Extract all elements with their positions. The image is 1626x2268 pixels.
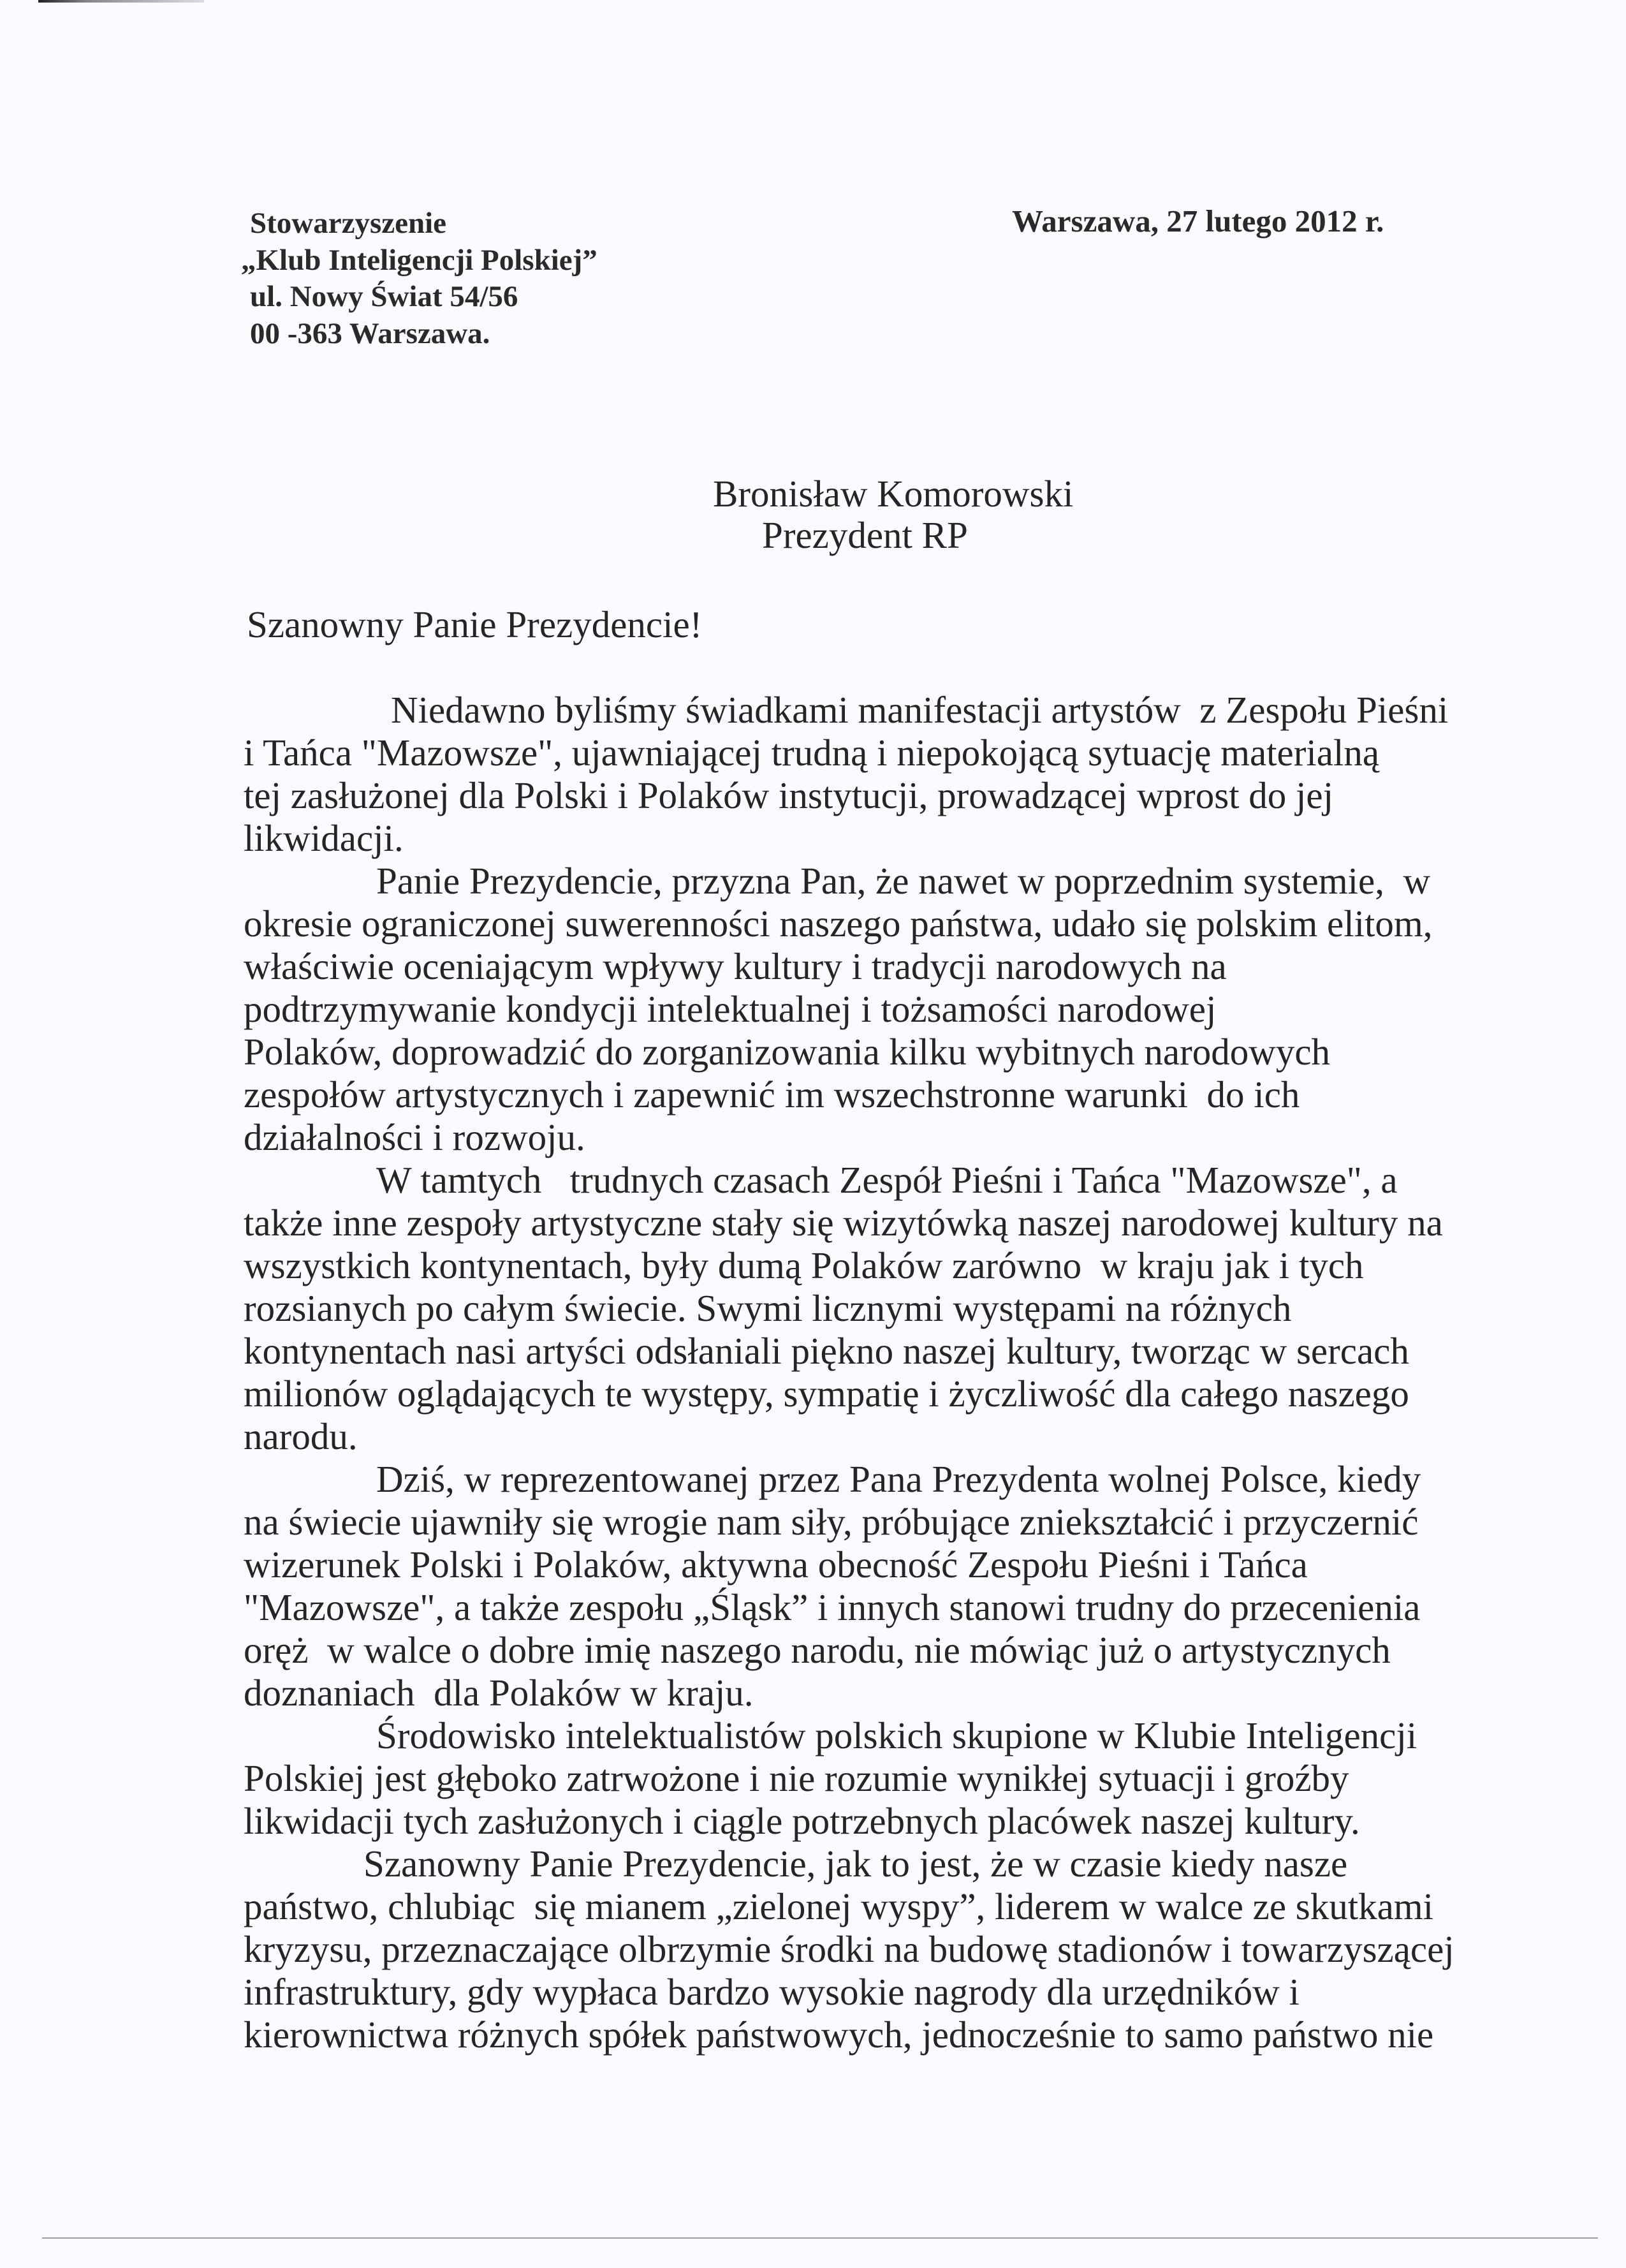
sender-address-block [241, 205, 597, 352]
paragraph-line: wszystkich kontynentach, były dumą Polaków zarówno w kraju jak i tych [244, 1244, 1364, 1286]
paragraph-1 [244, 689, 1481, 860]
paragraph-line: Polaków, doprowadzić do zorganizowania kilku wybitnych narodowych [244, 1031, 1331, 1073]
paragraph-line: likwidacji tych zasłużonych i ciągle potrzebnych placówek naszej kultury. [244, 1800, 1360, 1842]
paragraph-line: kryzysu, przeznaczające olbrzymie środki na budowę stadionów i towarzyszącej [244, 1928, 1454, 1970]
paragraph-line: oręż w walce o dobre imię naszego narodu, nie mówiąc już o artystycznych [244, 1629, 1391, 1671]
recipient-block [713, 473, 1073, 556]
paragraph-line: wizerunek Polski i Polaków, aktywna obecność Zespołu Pieśni i Tańca [244, 1543, 1308, 1586]
paragraph-line: właściwie oceniającym wpływy kultury i tradycji narodowych na [244, 945, 1227, 987]
paragraph-line: na świecie ujawniły się wrogie nam siły, próbujące zniekształcić i przyczernić [244, 1501, 1419, 1543]
paragraph-line: Niedawno byliśmy świadkami manifestacji artystów z Zespołu Pieśni [391, 689, 1449, 731]
paragraph-line: Dziś, w reprezentowanej przez Pana Prezydenta wolnej Polsce, kiedy [376, 1458, 1421, 1500]
letter-date: Warszawa, 27 lutego 2012 r. [1012, 203, 1384, 239]
paragraph-line: Szanowny Panie Prezydencie, jak to jest, że w czasie kiedy nasze [363, 1843, 1348, 1885]
paragraph-line: podtrzymywanie kondycji intelektualnej i tożsamości narodowej [244, 988, 1217, 1030]
paragraph-2 [244, 860, 1481, 1159]
paragraph-line: milionów oglądających te występy, sympatię i życzliwość dla całego naszego [244, 1373, 1409, 1415]
paragraph-line: infrastruktury, gdy wypłaca bardzo wysokie nagrody dla urzędników i [244, 1971, 1300, 2013]
paragraph-line: doznaniach dla Polaków w kraju. [244, 1672, 754, 1714]
recipient-title: Prezydent RP [762, 514, 968, 556]
paragraph-line: państwo, chlubiąc się mianem „zielonej wyspy”, liderem w walce ze skutkami [244, 1885, 1434, 1927]
paragraph-4 [244, 1458, 1481, 1714]
recipient-name: Bronisław Komorowski [713, 473, 1074, 515]
scan-edge-top [38, 0, 204, 3]
paragraph-line: rozsianych po całym świecie. Swymi licznymi występami na różnych [244, 1287, 1292, 1329]
sender-postal-city: 00 -363 Warszawa. [250, 316, 490, 350]
paragraph-line: także inne zespoły artystyczne stały się wizytówką naszej narodowej kultury na [244, 1202, 1443, 1244]
paragraph-line: kierownictwa różnych spółek państwowych, jednocześnie to samo państwo nie [244, 2014, 1434, 2056]
salutation: Szanowny Panie Prezydencie! [247, 603, 703, 645]
paragraph-line: likwidacji. [244, 817, 404, 859]
paragraph-line: Panie Prezydencie, przyzna Pan, że nawet w poprzednim systemie, w [376, 860, 1431, 902]
paragraph-line: narodu. [244, 1415, 358, 1457]
paragraph-line: "Mazowsze", a także zespołu „Śląsk” i innych stanowi trudny do przecenienia [244, 1586, 1421, 1628]
paragraph-6 [244, 1843, 1481, 2056]
sender-street: ul. Nowy Świat 54/56 [250, 280, 518, 313]
paragraph-line: Środowisko intelektualistów polskich skupione w Klubie Inteligencji [376, 1714, 1417, 1756]
scan-edge-bottom [42, 2237, 1598, 2239]
paragraph-line: kontynentach nasi artyści odsłaniali piękno naszej kultury, tworząc w sercach [244, 1330, 1409, 1372]
paragraph-line: W tamtych trudnych czasach Zespół Pieśni i Tańca "Mazowsze", a [376, 1159, 1398, 1201]
paragraph-3 [244, 1159, 1481, 1458]
sender-org-name: „Klub Inteligencji Polskiej” [241, 243, 597, 277]
paragraph-line: i Tańca "Mazowsze", ujawniającej trudną i niepokojącą sytuację materialną [244, 732, 1380, 774]
paragraph-line: tej zasłużonej dla Polski i Polaków instytucji, prowadzącej wprost do jej [244, 774, 1334, 816]
sender-org-type: Stowarzyszenie [250, 207, 447, 240]
letter-body [244, 689, 1481, 2056]
paragraph-line: okresie ograniczonej suwerenności naszego państwa, udało się polskim elitom, [244, 902, 1433, 945]
paragraph-line: zespołów artystycznych i zapewnić im wszechstronne warunki do ich [244, 1073, 1300, 1116]
paragraph-5 [244, 1714, 1481, 1843]
paragraph-line: Polskiej jest głęboko zatrwożone i nie rozumie wynikłej sytuacji i groźby [244, 1757, 1349, 1799]
paragraph-line: działalności i rozwoju. [244, 1116, 585, 1158]
